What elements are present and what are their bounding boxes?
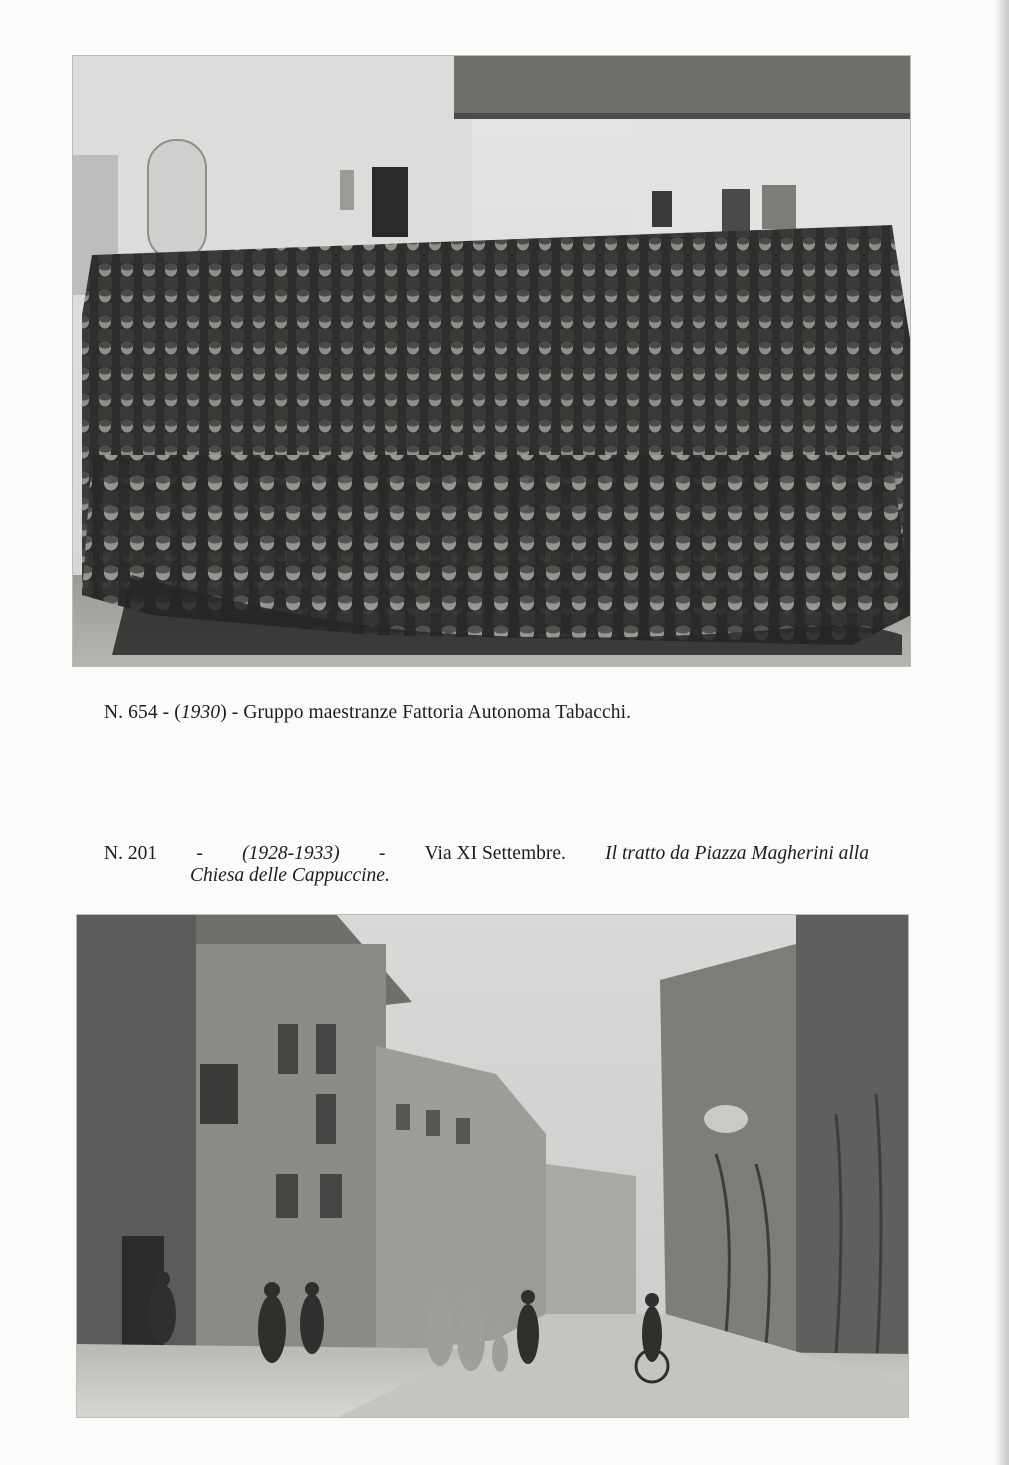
- caption-text: Gruppo maestranze Fattoria Autonoma Tabacchi.: [243, 702, 632, 723]
- caption-description-line2: Chiesa delle Cappuccine.: [190, 865, 390, 886]
- caption-separator: ) -: [220, 702, 244, 723]
- caption-date: 1930: [180, 702, 221, 723]
- caption-description-line1: Il tratto da Piazza Magherini alla: [605, 843, 869, 864]
- caption-street: Via XI Settembre.: [424, 843, 566, 864]
- caption-number: N. 201: [104, 843, 158, 864]
- caption-photo-654: [104, 702, 631, 724]
- caption-separator: - (: [157, 702, 181, 723]
- caption-photo-201: [104, 843, 869, 887]
- caption-date: (1928-1933): [242, 843, 340, 864]
- page-edge-shadow: [995, 0, 1009, 1465]
- caption-separator: -: [196, 843, 203, 864]
- caption-number: N. 654: [104, 702, 158, 723]
- caption-separator: -: [378, 843, 386, 864]
- street-photo: [76, 914, 909, 1418]
- group-photo: [72, 55, 911, 667]
